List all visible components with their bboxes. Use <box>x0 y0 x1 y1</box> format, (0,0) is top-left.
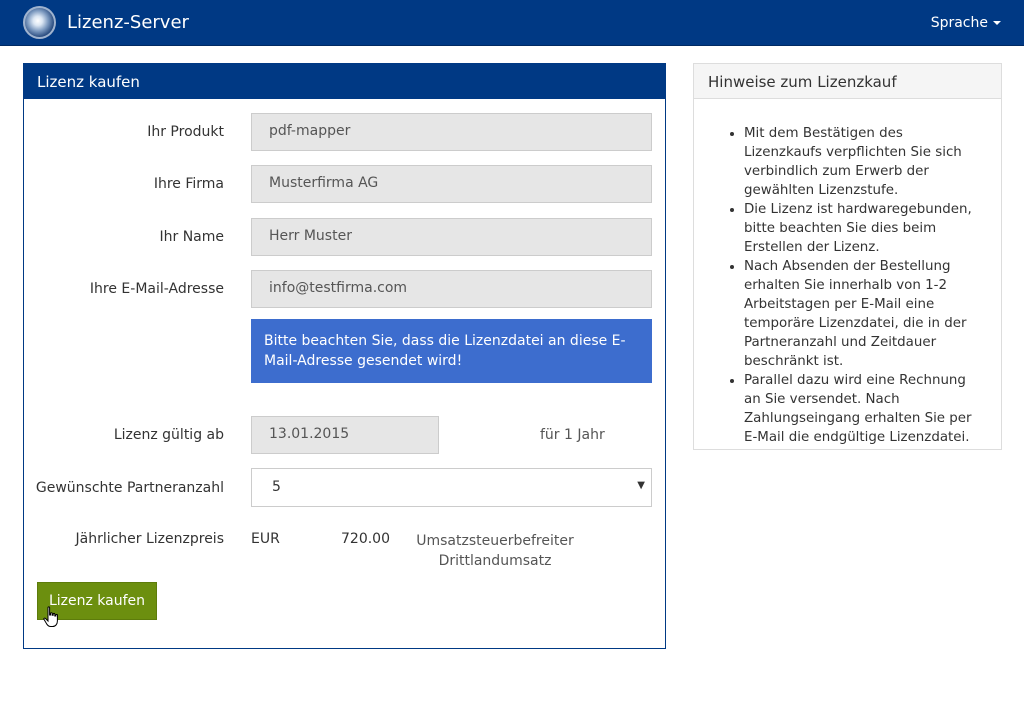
hand-pointer-icon <box>43 606 61 628</box>
caret-down-icon <box>993 21 1001 25</box>
email-field: info@testfirma.com <box>251 270 652 308</box>
duration-text: für 1 Jahr <box>540 427 605 443</box>
currency-text: EUR <box>251 531 280 547</box>
top-navbar <box>0 0 1024 46</box>
product-label: Ihr Produkt <box>147 124 224 140</box>
company-field: Musterfirma AG <box>251 165 652 203</box>
list-item: • Die Lizenz ist hardwaregebunden, bitte beachten Sie dies beim Erstellen der Lizenz. <box>744 200 975 257</box>
brand-name[interactable]: Lizenz-Server <box>67 12 189 33</box>
list-item: • Parallel dazu wird eine Rechnung an Sie versendet. Nach Zahlungseingang erhalten Sie per E-Mail die endgültige Lizenzdatei. <box>744 371 975 447</box>
name-field: Herr Muster <box>251 218 652 256</box>
name-label: Ihr Name <box>159 229 224 245</box>
language-menu-label: Sprache <box>930 15 988 31</box>
panel-title: Lizenz kaufen <box>24 64 665 99</box>
globe-logo-icon[interactable] <box>23 6 56 39</box>
company-label: Ihre Firma <box>153 176 224 192</box>
price-label: Jährlicher Lizenzpreis <box>75 531 224 547</box>
list-item: • Mit dem Bestätigen des Lizenzkaufs verpflichten Sie sich verbindlich zum Erwerb der gewählten Lizenzstufe. <box>744 124 975 200</box>
email-label: Ihre E-Mail-Adresse <box>89 281 224 297</box>
license-notes-panel <box>693 63 1002 450</box>
notes-list <box>725 124 975 447</box>
select-arrow-icon: ▼ <box>637 480 645 491</box>
partners-label: Gewünschte Partneranzahl <box>35 480 224 496</box>
email-notice: Bitte beachten Sie, dass die Lizenzdatei an diese E-Mail-Adresse gesendet wird! <box>251 319 652 383</box>
buy-license-button[interactable]: Lizenz kaufen <box>37 582 157 620</box>
notes-title: Hinweise zum Lizenzkauf <box>694 64 1001 99</box>
partners-selected-value: 5 <box>272 479 281 495</box>
tax-note: Umsatzsteuerbefreiter Drittlandumsatz <box>416 533 574 569</box>
license-purchase-panel <box>23 63 666 649</box>
valid-from-field: 13.01.2015 <box>251 416 439 454</box>
price-value: 720.00 <box>341 531 390 547</box>
language-menu[interactable] <box>931 15 1001 31</box>
valid-from-label: Lizenz gültig ab <box>113 427 224 443</box>
list-item: • Nach Absenden der Bestellung erhalten Sie innerhalb von 1-2 Arbeitstagen per E-Mail eine temporäre Lizenzdatei, die in der Partneranzahl und Zeitdauer beschränkt ist. <box>744 257 975 371</box>
product-field: pdf-mapper <box>251 113 652 151</box>
partners-select[interactable] <box>251 468 652 507</box>
